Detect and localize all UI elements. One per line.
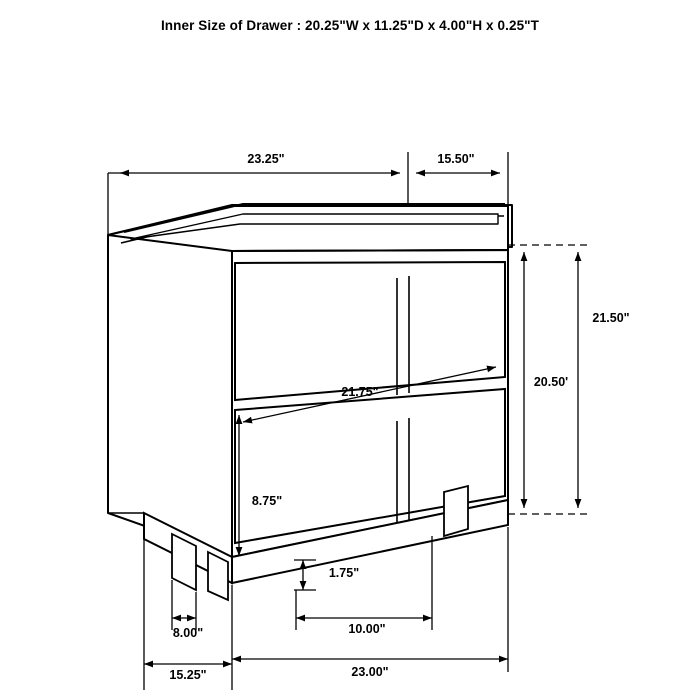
page-title: Inner Size of Drawer : 20.25"W x 11.25"D x 4.00"H x 0.25"T [160,18,540,33]
dim-top-right-depth: 15.50" [437,152,475,166]
dim-right-inner-height: 20.50' [533,375,569,389]
dim-base-left-width: 15.25" [169,668,207,682]
dim-foot-span: 10.00" [348,622,386,636]
dim-top-left-width: 23.25" [247,152,285,166]
dim-foot-width: 8.00" [172,626,204,640]
dim-drawer-width: 21.75" [341,385,379,399]
dim-right-outer-height: 21.50" [592,311,630,325]
dim-drawer-stack-height: 8.75" [251,494,283,508]
dim-base-total-width: 23.00" [351,665,389,679]
dim-foot-height: 1.75" [328,566,360,580]
